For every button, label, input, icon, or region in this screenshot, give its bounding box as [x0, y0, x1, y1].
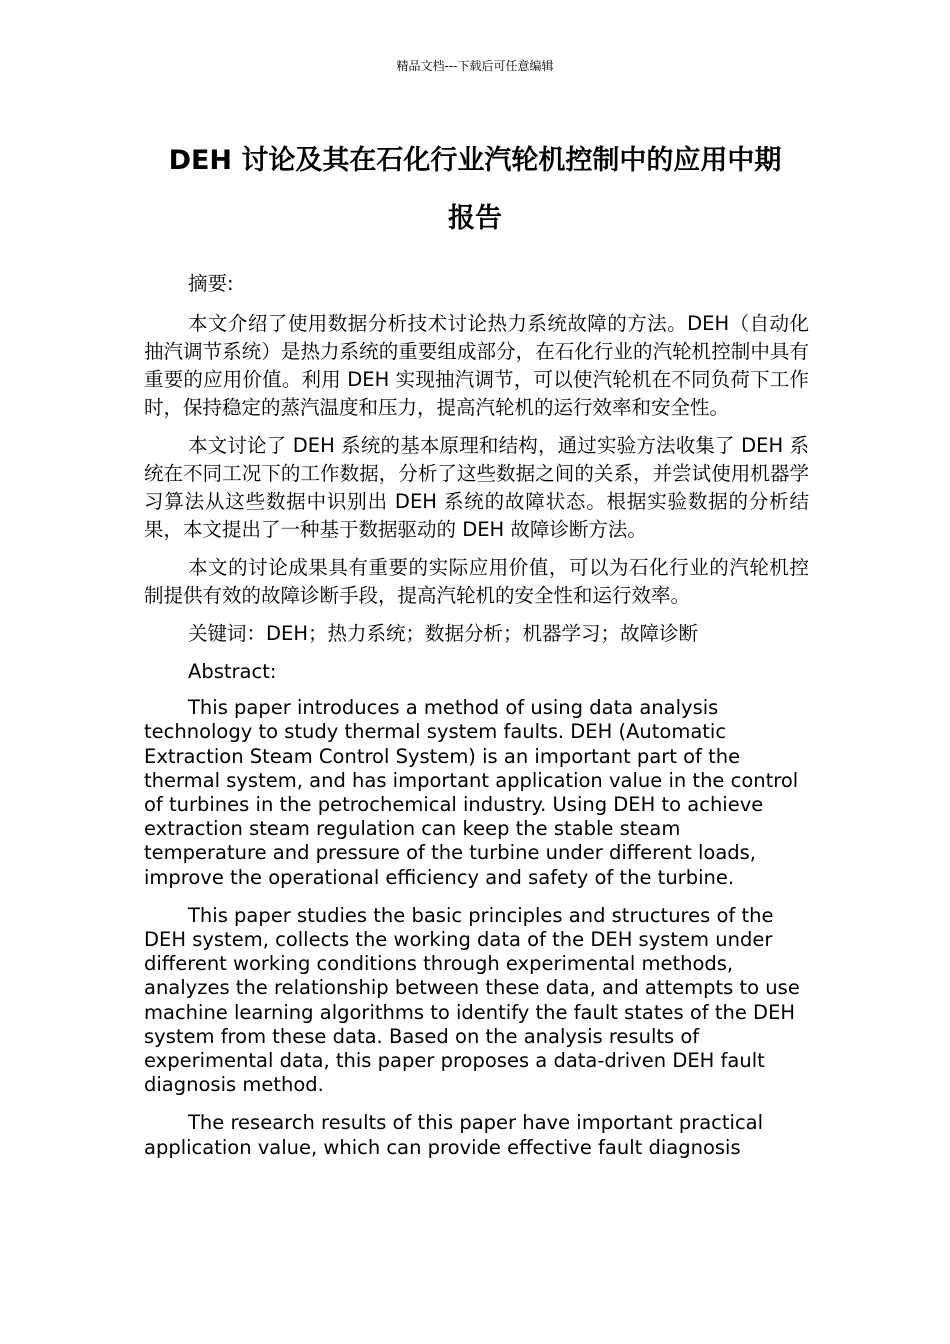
- en-paragraph: The research results of this paper have important practical application value, which can provide effective fault diagnosis: [144, 1111, 764, 1159]
- cn-paragraph: 本文的讨论成果具有重要的实际应用价值，可以为石化行业的汽轮机控制提供有效的故障诊断手段，提高汽轮机的安全性和运行效率。: [144, 556, 809, 607]
- document-title: [144, 132, 806, 248]
- cn-paragraph: 本文介绍了使用数据分析技术讨论热力系统故障的方法。DEH（自动化抽汽调节系统）是热力系统的重要组成部分，在石化行业的汽轮机控制中具有重要的应用价值。利用 DEH 实现抽汽调节，可以使汽轮机在不同负荷下工作时，保持稳定的蒸汽温度和压力，提高汽轮机的运行效率和安全性。: [144, 312, 809, 419]
- en-paragraph: This paper introduces a method of using data analysis technology to study thermal system faults. DEH (Automatic Extraction Steam Control System) is an important part of the thermal system, and has important application value in the control of turbines in the petrochemical industry. Using DEH to achieve extraction steam regulation can keep the stable steam temperature and pressure of the turbine under different loads, improve the operational efficiency and safety of the turbine.: [144, 696, 799, 889]
- header-note: 精品文档---下载后可任意编辑: [396, 59, 554, 73]
- en-paragraph: This paper studies the basic principles and structures of the DEH system, collects the working data of the DEH system under different working conditions through experimental methods, analyzes the relationship between these data, and attempts to use machine learning algorithms to identify the fault states of the DEH system from these data. Based on the analysis results of experimental data, this paper proposes a data-driven DEH fault diagnosis method.: [144, 903, 800, 1097]
- title-line-1: DEH 讨论及其在石化行业汽轮机控制中的应用中期: [168, 145, 782, 176]
- document-body: [144, 270, 809, 1174]
- abstract-cn-label: 摘要:: [188, 272, 234, 295]
- keywords-line: 关键词：DEH；热力系统；数据分析；机器学习；故障诊断: [188, 622, 698, 645]
- abstract-en-label: Abstract:: [188, 660, 277, 683]
- cn-paragraph: 本文讨论了 DEH 系统的基本原理和结构，通过实验方法收集了 DEH 系统在不同工况下的工作数据，分析了这些数据之间的关系，并尝试使用机器学习算法从这些数据中识别出 DEH 系统的故障状态。根据实验数据的分析结果，本文提出了一种基于数据驱动的 DEH 故障诊断方法。: [144, 434, 809, 541]
- title-line-2: 报告: [448, 203, 502, 234]
